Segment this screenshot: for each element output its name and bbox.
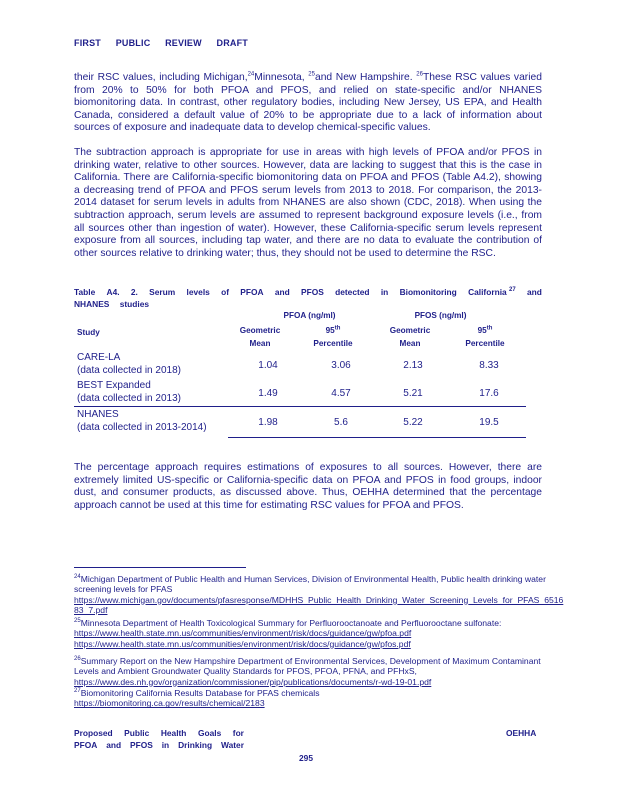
pfoa-group-header: PFOA (ng/ml): [283, 311, 336, 320]
table-caption-line2: NHANES studies: [74, 299, 150, 309]
table-cell: 1.98: [258, 417, 278, 428]
footnote-26: $^{26}$Summary Report on the New Hampshire Department of Environmental Services, Development of Maximum Contaminant Levels and Ambient Groundwater Quality Standards for PFOS, PFOA, PFNA, and PFHxS, https://www.des.nh.gov/organization/commissioner/pip/publications/documents/r-wd-19-01.pdf: [74, 656, 541, 687]
table-caption: Table A4. 2. Serum levels of PFOA and PFOS detected in Biomonitoring California $^{27}$ and: [74, 287, 542, 297]
footnote-link[interactable]: https://www.des.nh.gov/organization/commissioner/pip/publications/documents/r-wd-19-01.pdf: [74, 676, 432, 687]
col-header-pfos-gm: Geometric Mean: [389, 326, 431, 348]
table-cell: 1.04: [258, 360, 278, 371]
draft-header: FIRST PUBLIC REVIEW DRAFT: [74, 38, 248, 48]
table-cell: 2.13: [403, 360, 423, 371]
footnote-ref-27[interactable]: 27: [509, 287, 516, 294]
table-cell: 5.22: [403, 417, 423, 428]
table-cell: 3.06: [331, 360, 351, 371]
table-cell: 5.6: [334, 417, 348, 428]
footnote-link[interactable]: https://www.michigan.gov/documents/pfasresponse/MDHHS_Public_Health_Drinking_Water_Screening_Levels_for_PFAS_651683_7.pdf: [74, 594, 564, 615]
footnote-link[interactable]: https://www.health.state.mn.us/communities/environment/risk/docs/guidance/gw/pfos.pdf: [74, 638, 411, 649]
col-header-pfoa-gm: Geometric Mean: [239, 326, 281, 348]
footer-line2: PFOA and PFOS in Drinking Water: [74, 740, 244, 750]
table-bottom-rule: [228, 437, 526, 438]
table-row-study: BEST Expanded (data collected in 2013): [77, 380, 181, 404]
table-cell: 17.6: [479, 388, 499, 399]
table-cell: 19.5: [479, 417, 499, 428]
paragraph-percentage-approach: The percentage approach requires estimations of exposures to all sources. However, there are extremely limited US-specific or California-specific data on PFOA and PFOS in food groups, indoor dust, and consumer products, as discussed above. Thus, OEHHA determined that the percentage approach cannot be used at this time for estimating RSC values for PFOA and PFOS.: [74, 462, 542, 511]
paragraph-subtraction-approach: The subtraction approach is appropriate for use in areas with high levels of PFOA and/or PFOS in drinking water, relative to other sources. However, data are lacking to suggest that this is the case in California. There are California-specific biomonitoring data on PFOA and PFOS (Table A4.2), showing a decreasing trend of PFOA and PFOS serum levels from 2013 to 2018. For comparison, the 2013-2014 dataset for serum levels in adults from NHANES are also shown (CDC, 2018). When using the subtraction approach, serum levels are assumed to represent background exposure levels (i.e., from all sources other than ingestion of water). However, these California-specific serum levels represent exposure from all sources, including tap water, and there are no data to evaluate the contribution of other sources relative to drinking water; thus, they should not be used to determine the RSC.: [74, 147, 542, 259]
footnote-ref-25[interactable]: 25: [308, 71, 315, 78]
paragraph-rsc-values: their RSC values, including Michigan,$^{24}$Minnesota, $^{25}$and New Hampshire. $^{26}$These RSC values varied from 20% to 50% for both PFOA and PFOS, and relied on state-specific and/or NHANES biomonitoring data. In contrast, other regulatory bodies, including New Jersey, US EPA, and Health Canada, considered a default value of 20% to be appropriate due to a lack of information about sources of exposure and inadequate data to develop chemical-specific values.: [74, 71, 542, 134]
table-cell: 8.33: [479, 360, 499, 371]
footnote-27: $^{27}$Biomonitoring California Results Database for PFAS chemicals https://biomonitoring.ca.gov/results/chemical/2183: [74, 688, 320, 709]
footnote-ref-26[interactable]: 26: [416, 71, 423, 78]
footer-agency: OEHHA: [506, 728, 537, 738]
pfos-group-header: PFOS (ng/ml): [414, 311, 467, 320]
page-number: 295: [299, 753, 313, 763]
col-header-study: Study: [77, 328, 100, 337]
footnote-24: $^{24}$Michigan Department of Public Health and Human Services, Division of Environmental Health, Public health drinking water screening levels for PFAS https://www.michigan.gov/documents/pfasresponse/MDHHS_Public_Health_Drinking_Water_Screening_Levels_for_PFAS_651683_7.pdf: [74, 574, 564, 615]
footnote-ref-24[interactable]: 24: [247, 71, 255, 78]
table-row-divider: [74, 406, 526, 407]
footnote-separator: [74, 567, 246, 568]
footnote-link[interactable]: https://www.health.state.mn.us/communities/environment/risk/docs/guidance/gw/pfoa.pdf: [74, 628, 412, 639]
footer-line1: Proposed Public Health Goals for: [74, 728, 244, 738]
footnote-25: $^{25}$Minnesota Department of Health Toxicological Summary for Perfluorooctanoate and Perfluorooctane sulfonate: https://www.health.state.mn.us/communities/environment/risk/docs/guidance/gw/pfoa.pdf https://www.health.state.mn.us/communities/environment/risk/docs/guidance/gw/pfos.pdf: [74, 618, 502, 649]
table-row-study: NHANES (data collected in 2013-2014): [77, 409, 207, 433]
table-cell: 4.57: [331, 388, 351, 399]
col-header-pfos-p95: 95th Percentile: [465, 325, 505, 348]
footnote-link[interactable]: https://biomonitoring.ca.gov/results/chemical/2183: [74, 698, 265, 709]
table-cell: 5.21: [403, 388, 423, 399]
table-cell: 1.49: [258, 388, 278, 399]
col-header-pfoa-p95: 95th Percentile: [313, 325, 353, 348]
table-row-study: CARE-LA (data collected in 2018): [77, 352, 181, 376]
